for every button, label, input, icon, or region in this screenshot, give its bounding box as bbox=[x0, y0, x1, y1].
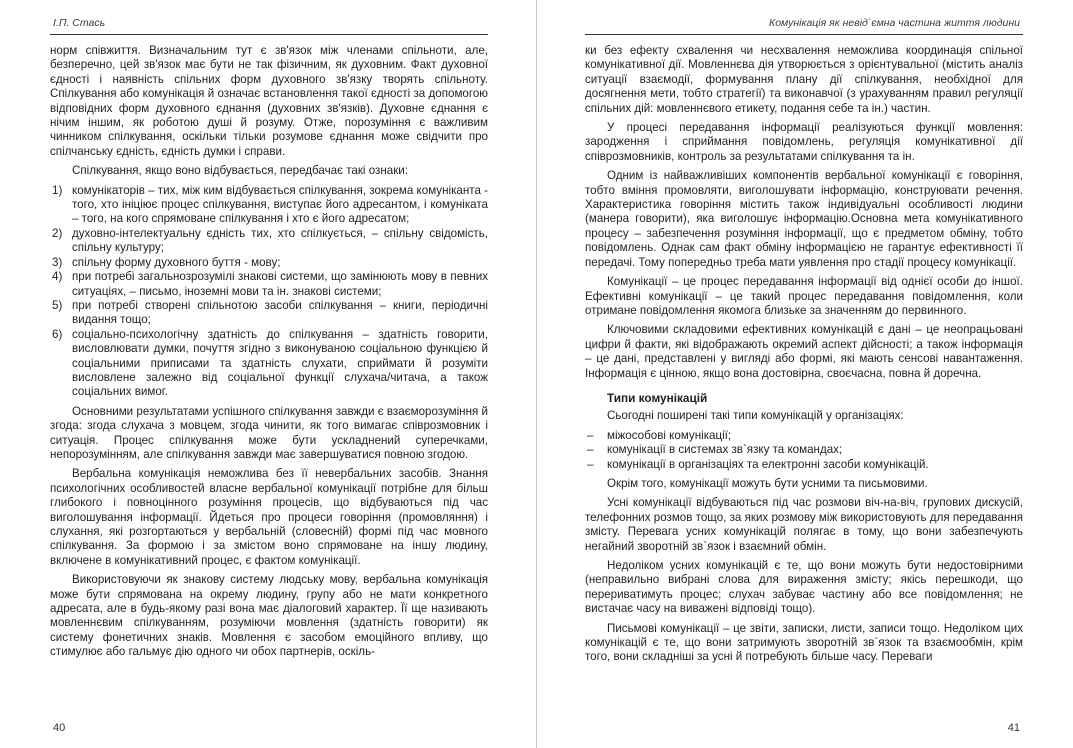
paragraph: Основними результатами успішного спілкування завжди є взаєморозуміння й згода: згода слухача з мовцем, згода чинити, як того вимагає співрозмовник і ситуація. Процес спілкування може бути ускладнений суперечками, непорозумінням, але спілкування завжди має завершуватися повною згодою. bbox=[50, 404, 488, 461]
paragraph: Вербальна комунікація неможлива без її невербальних засобів. Знання психологічних особливостей власне вербальної комунікації потрібне для більш глибокого і повноцінного розуміння процесів, що відбуваються під час виголошування інформації. Йдеться про процеси говоріння (промовляння) і слухання, які розгортаються у вербальній (словесній) формі під час мовного спілкування. За формою і за змістом воно спрямоване на іншу людину, включене в комунікативний процес, є фактом комунікації. bbox=[50, 467, 488, 567]
list-item-text: міжособові комунікації; bbox=[607, 428, 732, 442]
list-marker: – bbox=[587, 457, 594, 471]
list-item-text: при потребі створені спільнотою засоби спілкування – книги, періодичні видання тощо; bbox=[72, 298, 488, 327]
list-item bbox=[50, 299, 488, 328]
header-rule-left bbox=[50, 34, 488, 35]
right-page-body bbox=[585, 44, 1023, 670]
list-marker: – bbox=[587, 443, 594, 457]
list-item-text: комунікаторів – тих, між ким відбувається спілкування, зокрема комуніканта - того, хто ініціює процес спілкування, виступає його адресантом, і комуніката – того, на кого спрямоване спілкування і хто є його адресатом; bbox=[72, 183, 488, 226]
paragraph: Ключовими складовими ефективних комунікацій є дані – це неопрацьовані цифри й факти, які відображають окремий аспект дійсності; а також інформація – це дані, представлені у вигляді або формі, які мають сенсові навантаження. Інформація є цінною, якщо вона достовірна, своєчасна, повна й доречна. bbox=[585, 323, 1023, 380]
paragraph: Недоліком усних комунікацій є те, що вони можуть бути недостовірними (неправильно вибрані слова для вираження змісту; якісь перешкоди, що перериватимуть процес; слухач забуває частину або все повідомлення; не вистачає часу на виважені відповіді тощо). bbox=[585, 559, 1023, 616]
page-number-right: 41 bbox=[1007, 722, 1020, 734]
page-number-left: 40 bbox=[53, 722, 66, 734]
right-page bbox=[537, 0, 1073, 748]
list-item bbox=[585, 443, 1023, 457]
list-marker: 1) bbox=[52, 183, 63, 197]
running-head-right: Комунікація як невід`ємна частина життя людини bbox=[769, 17, 1020, 29]
paragraph: У процесі передавання інформації реалізуються функції мовлення: зародження і сприймання повідомлень, регуляція комунікативної дії співрозмовників, контроль за результатами спілкування та ін. bbox=[585, 121, 1023, 163]
list-item-text: соціально-психологічну здатність до спілкування – здатність говорити, висловлювати думки, почуття згідно з виконуваною соціальною функцією й соціальними приписами та здатність слухати, сприймати й розуміти висловлене залежно від соціальної функції слухача/читача, а також соціальних вимог. bbox=[72, 327, 488, 399]
list-item bbox=[50, 328, 488, 400]
list-marker: 6) bbox=[52, 327, 63, 341]
paragraph: ки без ефекту схвалення чи несхвалення неможлива координація спільної комунікативної дії. Мовленнєва дія утворюється з орієнтувальної (містить аналіз ситуації взаємодії, формування плану дії спілкування, необхідної для досягнення мети, тобто стратегії) та виконавчої (з урахуванням правил регуляції спільних дій: мовленнєвого етикету, подання себе та ін.) частин. bbox=[585, 44, 1023, 115]
list-item bbox=[585, 458, 1023, 472]
paragraph: Письмові комунікації – це звіти, записки, листи, записи тощо. Недоліком цих комунікацій є те, що вони затримують зворотній зв`язок та взаємообмін, крім того, вони складніші за усні й потребують більше часу. Переваги bbox=[585, 621, 1023, 664]
left-page bbox=[0, 0, 536, 748]
running-head-left: І.П. Стась bbox=[53, 17, 106, 29]
list-item bbox=[50, 184, 488, 227]
list-item bbox=[585, 429, 1023, 443]
list-marker: 4) bbox=[52, 270, 63, 284]
paragraph: норм співжиття. Визначальним тут є зв'язок між членами спільноти, але, безперечно, цей зв'язок має бути не так фізичним, як духовним. Факт духовної єдності і наявність спільних форм духовного зв'язку творять спільноту. Спілкування або комунікація й означає встановлення такої єдності за допомогою відповідних форм духовного єднання (духовних зв'язків). Духовне єднання є нічим іншим, як роботою душі й розуму. Отже, порозуміння є важливим чинником спілкування, оскільки тільки розумове єднання може свідчити про спілчанську єдність, єдність думки і справи. bbox=[50, 44, 488, 158]
list-item-text: духовно-інтелектуальну єдність тих, хто спілкується, – спільну свідомість, спільну культуру; bbox=[72, 226, 488, 255]
header-rule-right bbox=[585, 34, 1023, 35]
list-marker: – bbox=[587, 428, 594, 442]
section-heading: Типи комунікацій bbox=[607, 390, 708, 405]
paragraph: Сьогодні поширені такі типи комунікацій у організаціях: bbox=[607, 409, 904, 423]
list-marker: 3) bbox=[52, 255, 63, 269]
list-item bbox=[50, 270, 488, 299]
list-item bbox=[50, 256, 488, 270]
paragraph: Одним із найважливіших компонентів вербальної комунікації є говоріння, тобто вміння промовляти, виголошувати інформацію, конструювати речення. Характеристика говоріння містить також індивідуальні особливості людини (манера говорити), яка виголошує інформацію.Основна мета комунікативного процесу – забезпечення розуміння інформації, що є предметом обміну, тобто повідомлень. Однак сам факт обміну інформацією не гарантує ефективності її передачі. Тому попередньо треба мати уявлення про стадії процесу комунікації. bbox=[585, 169, 1023, 269]
list-marker: 5) bbox=[52, 298, 63, 312]
numbered-list bbox=[50, 184, 488, 400]
list-item-text: комунікації в системах зв`язку та командах; bbox=[607, 443, 843, 457]
dash-list bbox=[585, 429, 1023, 472]
list-item-text: комунікації в організаціях та електронні засоби комунікацій. bbox=[607, 457, 929, 471]
list-item-text: спільну форму духовного буття - мову; bbox=[72, 255, 281, 269]
paragraph: Комунікації – це процес передавання інформації від однієї особи до іншої. Ефективні комунікації – це такий процес передавання повідомлення, коли отримане повідомлення якомога близьке за значенням до первинного. bbox=[585, 275, 1023, 317]
list-item bbox=[50, 227, 488, 256]
paragraph: Окрім того, комунікації можуть бути усними та письмовими. bbox=[607, 476, 928, 490]
paragraph: Спілкування, якщо воно відбувається, передбачає такі ознаки: bbox=[72, 164, 408, 178]
left-page-body bbox=[50, 44, 488, 665]
list-item-text: при потребі загальнозрозумілі знакові системи, що замінюють мову в певних ситуаціях, – письмо, іноземні мови та ін. знакові системи; bbox=[72, 270, 488, 298]
paragraph: Використовуючи як знакову систему людську мову, вербальна комунікація може бути спрямована на окрему людину, групу або не мати конкретного адресата, але в будь-якому разі вона має діалоговий характер. Її ще називають мовленнєвим спілкуванням, розуміючи мовлення (здатність говорити) як систему фонетичних знаків. Мовлення є засобом емоційного впливу, що стимулює або гальмує дію одного чи обох партнерів, оскіль- bbox=[50, 573, 488, 659]
list-marker: 2) bbox=[52, 226, 63, 240]
paragraph: Усні комунікації відбуваються під час розмови віч-на-віч, групових дискусій, телефонних розмов тощо, за яких розмову між використовують для передавання змісту. Перевага усних комунікацій полягає в тому, що вони забезпечують негайний зворотній зв`язок і взаємний обмін. bbox=[585, 496, 1023, 553]
